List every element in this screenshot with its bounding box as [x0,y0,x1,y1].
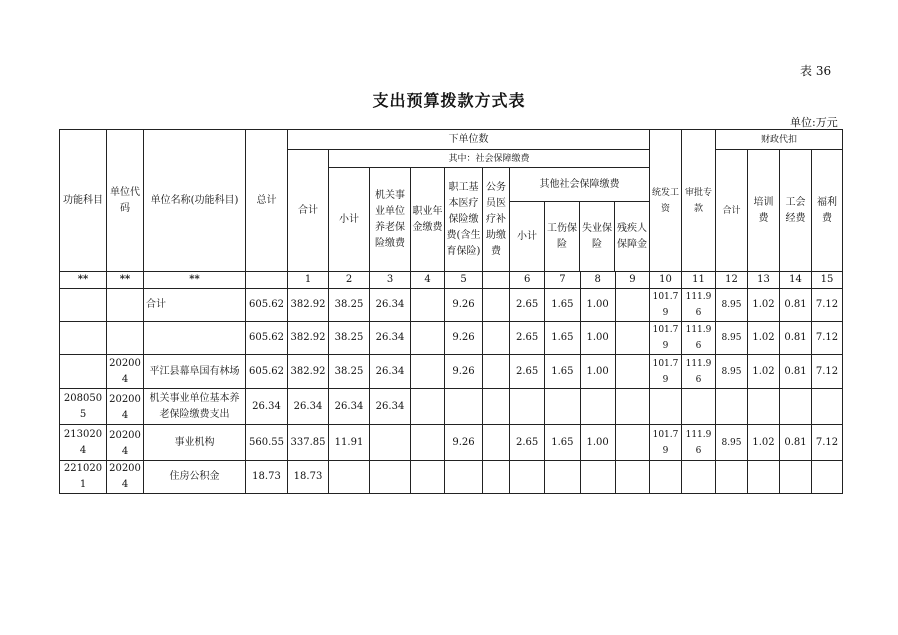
cell-c4 [411,461,445,494]
header-xiabo: 下单位数 [288,130,650,150]
cell-unit [107,322,144,355]
cell-c9 [615,289,649,322]
header-tongfa: 统发工资 [650,130,682,272]
header-unit-name: 单位名称(功能科目) [144,130,246,272]
cell-c11: 111.96 [682,322,716,355]
cell-c8: 1.00 [580,425,615,461]
cell-c6: 2.65 [510,322,545,355]
index-cell: 9 [615,272,649,289]
cell-heji: 337.85 [288,425,329,461]
header-czdk: 财政代扣 [716,130,843,150]
cell-c6: 2.65 [510,289,545,322]
cell-c12: 8.95 [716,289,748,322]
table-row [60,425,843,461]
index-cell: 5 [445,272,483,289]
header-civil-servant-medical: 公务员医疗补助缴费 [483,168,510,272]
cell-xiaoji: 26.34 [329,389,370,425]
cell-c15 [812,461,843,494]
index-cell: 7 [545,272,580,289]
cell-c4 [411,289,445,322]
header-total: 总计 [246,130,288,272]
cell-name: 事业机构 [144,425,246,461]
index-cell: ** [107,272,144,289]
header-unemployment: 失业保险 [580,202,615,271]
cell-total: 605.62 [246,322,288,355]
cell-c14: 0.81 [780,289,812,322]
cell-heji: 26.34 [288,389,329,425]
header-unit-code: 单位代码 [107,130,144,272]
cell-c14: 0.81 [780,322,812,355]
header-peixun: 培训费 [748,150,780,272]
index-cell [483,272,510,289]
cell-c10: 101.79 [650,289,682,322]
header-fuli: 福利费 [812,150,843,272]
cell-c9 [615,461,649,494]
budget-table [59,129,843,494]
cell-c12: 8.95 [716,425,748,461]
cell-total: 26.34 [246,389,288,425]
cell-c14 [780,461,812,494]
cell-c3 [370,461,411,494]
cell-c7: 1.65 [545,322,580,355]
cell-c10 [650,461,682,494]
cell-c13: 1.02 [748,425,780,461]
header-xiaoji2: 小计 [510,202,545,271]
cell-heji: 382.92 [288,322,329,355]
cell-c5: 9.26 [445,289,483,322]
index-cell: 3 [370,272,411,289]
cell-c6: 2.65 [510,355,545,389]
index-cell: 2 [329,272,370,289]
header-func-subject: 功能科目 [60,130,107,272]
cell-gwy [483,461,510,494]
cell-gwy [483,425,510,461]
cell-c3 [370,425,411,461]
cell-c12: 8.95 [716,322,748,355]
cell-c3: 26.34 [370,322,411,355]
cell-c14 [780,389,812,425]
cell-c14: 0.81 [780,355,812,389]
cell-gwy [483,289,510,322]
cell-c9 [615,425,649,461]
index-cell: ** [60,272,107,289]
cell-c7: 1.65 [545,289,580,322]
cell-c15: 7.12 [812,425,843,461]
cell-c12: 8.95 [716,355,748,389]
table-row [60,289,843,322]
cell-c11: 111.96 [682,289,716,322]
cell-c10: 101.79 [650,322,682,355]
cell-c13 [748,389,780,425]
cell-code: 2080505 [60,389,107,425]
cell-code [60,289,107,322]
header-shenpi: 审批专款 [682,130,716,272]
cell-name: 平江县幕阜国有林场 [144,355,246,389]
cell-c13 [748,461,780,494]
header-among-social: 其中：社会保障缴费 [329,150,650,168]
table-row [60,461,843,494]
cell-c8: 1.00 [580,355,615,389]
table-row [60,389,843,425]
cell-c10: 101.79 [650,355,682,389]
page-title: 支出预算拨款方式表 [372,91,526,110]
table-row [60,355,843,389]
cell-c12 [716,461,748,494]
cell-c8 [580,389,615,425]
cell-gwy [483,389,510,425]
cell-code [60,322,107,355]
cell-xiaoji: 38.25 [329,322,370,355]
cell-c8: 1.00 [580,322,615,355]
cell-gwy [483,355,510,389]
header-disability: 残疾人保障金 [617,222,647,250]
cell-c9 [615,322,649,355]
cell-c11: 111.96 [682,425,716,461]
cell-xiaoji: 38.25 [329,289,370,322]
cell-unit: 202004 [107,355,144,389]
index-cell [246,272,288,289]
cell-c5: 9.26 [445,322,483,355]
cell-total: 560.55 [246,425,288,461]
header-medical: 职工基本医疗保险缴费(含生育保险) [445,168,483,272]
cell-total: 605.62 [246,289,288,322]
cell-c6 [510,461,545,494]
table-row [60,322,843,355]
cell-c6: 2.65 [510,425,545,461]
index-row [60,272,843,289]
cell-code: 2130204 [60,425,107,461]
cell-name: 机关事业单位基本养老保险缴费支出 [144,389,246,425]
cell-gwy [483,322,510,355]
cell-c14: 0.81 [780,425,812,461]
index-cell: 15 [812,272,843,289]
unit-label: 单位:万元 [790,116,838,129]
cell-heji: 382.92 [288,289,329,322]
cell-c15: 7.12 [812,322,843,355]
cell-total: 605.62 [246,355,288,389]
index-cell: 11 [682,272,716,289]
index-cell: 14 [780,272,812,289]
table-number: 表 36 [800,64,832,78]
header-gonghui: 工会经费 [780,150,812,272]
cell-name: 合计 [144,289,246,322]
index-cell: 12 [716,272,748,289]
cell-c5: 9.26 [445,355,483,389]
cell-unit [107,289,144,322]
cell-total: 18.73 [246,461,288,494]
cell-xiaoji [329,461,370,494]
cell-unit: 202004 [107,389,144,425]
header-czdk-heji: 合计 [716,150,748,272]
header-other-social: 其他社会保障缴费 [510,168,649,202]
header-pension: 机关事业单位养老保险缴费 [370,168,411,272]
index-cell: 8 [580,272,615,289]
cell-c13: 1.02 [748,322,780,355]
cell-code [60,355,107,389]
cell-c13: 1.02 [748,355,780,389]
cell-code: 2210201 [60,461,107,494]
cell-c12 [716,389,748,425]
index-cell: 13 [748,272,780,289]
cell-c11: 111.96 [682,355,716,389]
index-cell: ** [144,272,246,289]
cell-c13: 1.02 [748,289,780,322]
cell-c8 [580,461,615,494]
cell-heji: 18.73 [288,461,329,494]
cell-c11 [682,389,716,425]
cell-c10 [650,389,682,425]
cell-c5 [445,461,483,494]
cell-c10: 101.79 [650,425,682,461]
cell-c9 [615,389,649,425]
header-injury: 工伤保险 [545,202,580,271]
index-cell: 1 [288,272,329,289]
cell-c3: 26.34 [370,289,411,322]
header-xiaoji: 小计 [329,168,370,272]
index-cell: 10 [650,272,682,289]
cell-c8: 1.00 [580,289,615,322]
cell-c9 [615,355,649,389]
index-cell: 4 [411,272,445,289]
cell-c7 [545,389,580,425]
cell-c7: 1.65 [545,425,580,461]
cell-name [144,322,246,355]
header-annuity: 职业年金缴费 [411,168,445,272]
cell-name: 住房公积金 [144,461,246,494]
cell-c5 [445,389,483,425]
cell-c7: 1.65 [545,355,580,389]
cell-c3: 26.34 [370,389,411,425]
cell-unit: 202004 [107,461,144,494]
cell-c15: 7.12 [812,355,843,389]
cell-c4 [411,389,445,425]
cell-c7 [545,461,580,494]
cell-c4 [411,322,445,355]
cell-c6 [510,389,545,425]
cell-c15 [812,389,843,425]
cell-unit: 202004 [107,425,144,461]
cell-heji: 382.92 [288,355,329,389]
cell-xiaoji: 38.25 [329,355,370,389]
cell-c4 [411,355,445,389]
cell-xiaoji: 11.91 [329,425,370,461]
header-heji: 合计 [288,150,329,272]
cell-c3: 26.34 [370,355,411,389]
cell-c5: 9.26 [445,425,483,461]
cell-c15: 7.12 [812,289,843,322]
cell-c4 [411,425,445,461]
cell-c11 [682,461,716,494]
index-cell: 6 [510,272,545,289]
